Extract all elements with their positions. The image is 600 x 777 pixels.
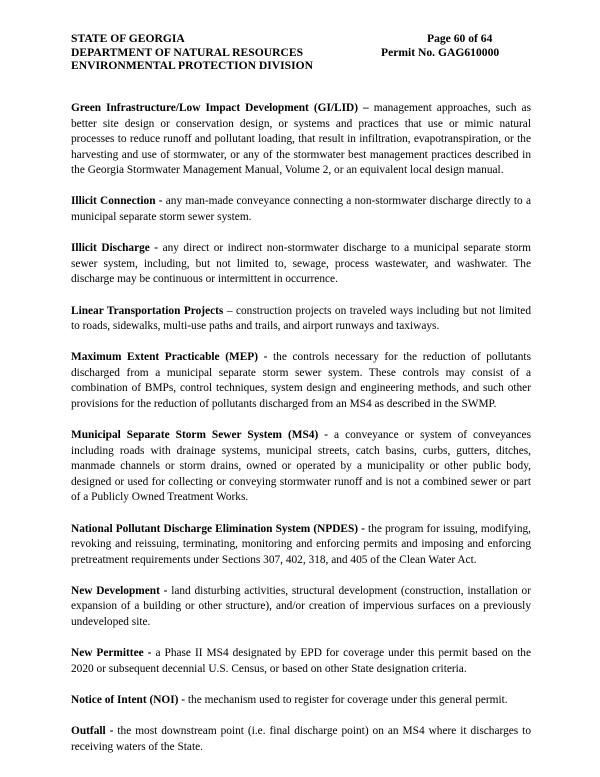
definition-text: – construction projects on traveled ways including but not limited to roads, sidewalks, multi-use paths and trails, and airport runways and taxiways. — [71, 304, 531, 333]
definition-text: land disturbing activities, structural development (construction, installation or expansion of a building or other structure), and/or creation of impervious surfaces on a previously undeveloped site. — [71, 584, 531, 629]
definition-term: Maximum Extent Practicable (MEP) - — [71, 351, 268, 364]
header-permit-number: Permit No. GAG610000 — [381, 45, 500, 59]
definition-term: Illicit Connection - — [71, 195, 163, 208]
page-header — [71, 32, 531, 73]
definition-text: the mechanism used to register for coverage under this general permit. — [185, 694, 508, 707]
header-row-2 — [71, 46, 531, 60]
definition-term: Linear Transportation Projects — [71, 304, 224, 317]
definition-term: Municipal Separate Storm Sewer System (MS4) - — [71, 429, 329, 442]
definition-text: a Phase II MS4 designated by EPD for coverage under this permit based on the 2020 or subsequent decennial U.S. Census, or based on other State designation criteria. — [71, 647, 532, 675]
definition-term: Illicit Discharge - — [71, 242, 159, 255]
definition-new-permittee — [71, 646, 531, 677]
definitions-body — [71, 101, 531, 771]
header-department: DEPARTMENT OF NATURAL RESOURCES — [71, 45, 304, 59]
header-state: STATE OF GEORGIA — [71, 32, 185, 45]
definition-npdes — [71, 522, 531, 569]
definition-term: New Development - — [71, 584, 168, 597]
definition-illicit-connection — [71, 194, 531, 225]
definition-text: any man-made conveyance connecting a non-stormwater discharge directly to a municipal separate storm sewer system. — [71, 195, 531, 223]
definition-ms4 — [71, 428, 531, 506]
definition-text: a conveyance or system of conveyances including roads with drainage systems, municipal streets, catch basins, curbs, gutters, ditches, manmade channels or storm drains, owned or operated by a municipality or other public body, designed or used for collecting or conveying stormwater runoff and is not a combined sewer or part of a Publicly Owned Treatment Works. — [71, 429, 531, 504]
definition-outfall — [71, 724, 531, 755]
definition-linear-transportation — [71, 304, 531, 335]
definition-gi-lid — [71, 101, 531, 179]
definition-text: management approaches, such as better site design or conservation design, or systems and practices that use or mimic natural processes to reduce runoff and pollutant loading, that result in infiltration, evapotranspiration, or the harvesting and use of stormwater, or any of the stormwater best management practices described in the Georgia Stormwater Management Manual, Volume 2, or an equivalent local design manual. — [71, 102, 531, 177]
definition-text: the program for issuing, modifying, revoking and reissuing, terminating, monitoring and enforcing permits and imposing and enforcing pretreatment requirements under Sections 307, 402, 318, and 405 of the Clean Water Act. — [71, 522, 532, 566]
header-row-3 — [71, 59, 531, 73]
definition-text: any direct or indirect non-stormwater discharge to a municipal separate storm sewer system, including, but not limited to, sewage, process wastewater, and washwater. The discharge may be continuous or intermittent in occurrence. — [71, 242, 531, 286]
definition-text: the most downstream point (i.e. final discharge point) on an MS4 where it discharges to receiving waters of the State. — [71, 725, 531, 753]
definition-noi — [71, 693, 531, 709]
definition-illicit-discharge — [71, 241, 531, 288]
definition-term: Outfall - — [71, 725, 114, 738]
definition-term: New Permittee - — [71, 647, 152, 660]
definition-term: Notice of Intent (NOI) - — [71, 694, 186, 707]
definition-term: National Pollutant Discharge Elimination System (NPDES) - — [71, 522, 365, 535]
definition-new-development — [71, 584, 531, 631]
definition-mep — [71, 350, 531, 412]
definition-text: the controls necessary for the reduction of pollutants discharged from a municipal separate storm sewer system. These controls may consist of a combination of BMPs, control techniques, system design and engineering methods, and such other provisions for the reduction of pollutants discharged from an MS4 as described in the SWMP. — [71, 351, 531, 410]
header-page-number: Page 60 of 64 — [427, 32, 493, 45]
header-division: ENVIRONMENTAL PROTECTION DIVISION — [71, 59, 314, 72]
header-row-1 — [71, 32, 531, 46]
definition-term: Green Infrastructure/Low Impact Development (GI/LID) – — [71, 102, 369, 114]
